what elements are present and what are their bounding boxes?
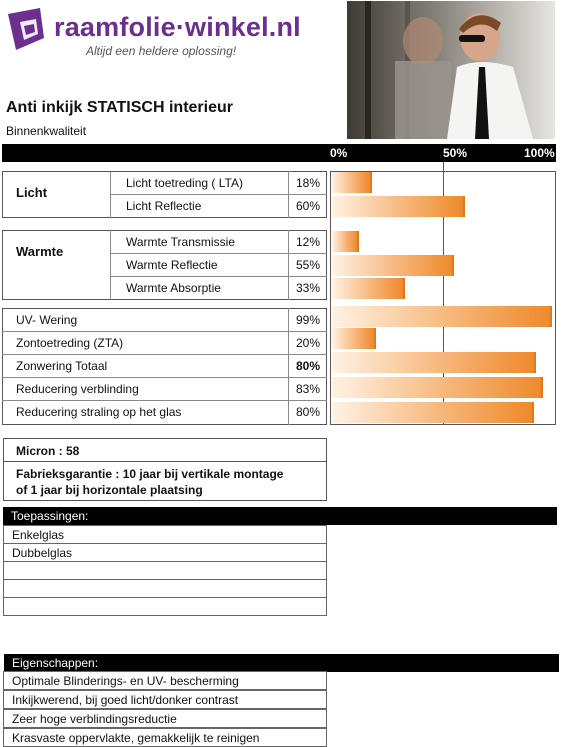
brand-name: raamfolie·winkel.nl	[54, 12, 301, 42]
eigenschappen-header: Eigenschappen:	[4, 654, 559, 672]
bar-licht-reflectie	[332, 196, 465, 217]
row-label: Zontoetreding (ZTA)	[16, 336, 124, 350]
row-value: 18%	[295, 176, 321, 190]
row-label: Zonwering Totaal	[16, 359, 108, 373]
row-label: Reducering verblinding	[16, 382, 139, 396]
row-value: 20%	[295, 336, 321, 350]
product-title: Anti inkijk STATISCH interieur	[6, 99, 233, 116]
row-label: Warmte Absorptie	[126, 281, 221, 295]
eigenschap-item: Optimale Blinderings- en UV- bescherming	[3, 671, 327, 690]
micron-text: Micron : 58	[16, 444, 80, 458]
eigenschap-item: Krasvaste oppervlakte, gemakkelijk te reinigen	[3, 728, 327, 747]
row-label: Reducering straling op het glas	[16, 405, 182, 419]
row-value: 80%	[295, 405, 321, 419]
bar-warmte-transmissie	[332, 231, 359, 252]
eigenschap-item: Inkijkwerend, bij goed licht/donker contrast	[3, 690, 327, 709]
toepassing-item: Dubbelglas	[3, 543, 327, 562]
row-value: 99%	[295, 313, 321, 327]
row-value: 55%	[295, 258, 321, 272]
product-subtitle: Binnenkwaliteit	[6, 124, 87, 138]
brand-logo-icon	[6, 8, 46, 52]
eigenschap-item: Zeer hoge verblindingsreductie	[3, 709, 327, 728]
scale-header-bar	[2, 144, 556, 162]
row-label: Licht Reflectie	[126, 199, 202, 213]
product-photo	[347, 1, 555, 139]
licht-group-label: Licht	[16, 185, 48, 200]
bar-warmte-absorptie	[332, 278, 405, 299]
toepassing-item	[3, 597, 327, 616]
row-value: 83%	[295, 382, 321, 396]
row-value: 60%	[295, 199, 321, 213]
garantie-line-1: Fabrieksgarantie : 10 jaar bij vertikale montage	[16, 467, 284, 481]
row-label: UV- Wering	[16, 313, 78, 327]
row-value: 33%	[295, 281, 321, 295]
row-label: Licht toetreding ( LTA)	[126, 176, 243, 190]
row-value: 12%	[295, 235, 321, 249]
bar-licht-toetreding	[332, 172, 372, 193]
bar-reducering-straling	[332, 402, 534, 423]
bar-uv-wering	[332, 306, 552, 327]
scale-label-50: 50%	[443, 146, 468, 160]
brand-tagline: Altijd een heldere oplossing!	[86, 44, 237, 58]
bar-reducering-verblinding	[332, 377, 543, 398]
row-label: Warmte Transmissie	[126, 235, 235, 249]
toepassing-item: Enkelglas	[3, 525, 327, 544]
scale-label-100: 100%	[524, 146, 555, 160]
warmte-group-label: Warmte	[16, 244, 64, 259]
toepassingen-header: Toepassingen:	[3, 507, 557, 525]
bar-zonwering-totaal	[332, 352, 536, 373]
toepassing-item	[3, 579, 327, 598]
bar-zontoetreding	[332, 328, 376, 349]
scale-label-0: 0%	[330, 146, 348, 160]
row-value: 80%	[295, 359, 321, 373]
garantie-line-2: of 1 jaar bij horizontale plaatsing	[16, 483, 203, 497]
bar-warmte-reflectie	[332, 255, 454, 276]
toepassing-item	[3, 561, 327, 580]
row-label: Warmte Reflectie	[126, 258, 218, 272]
